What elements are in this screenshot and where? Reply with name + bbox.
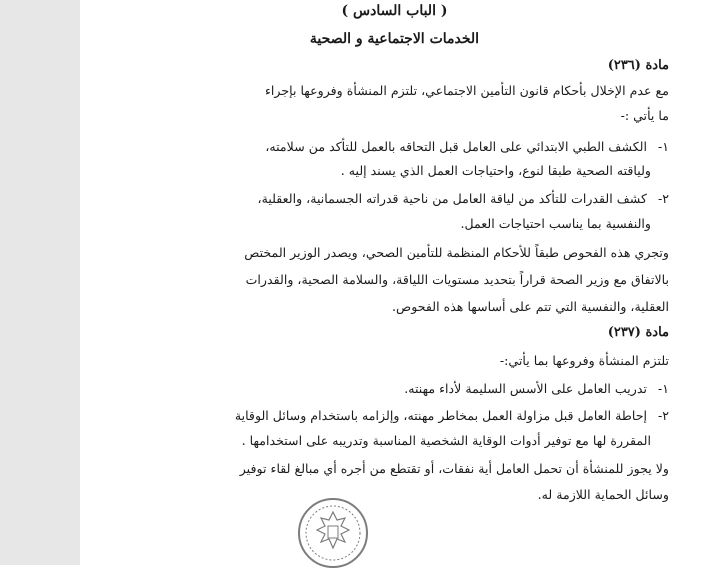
- chapter-subtitle: الخدمات الاجتماعية و الصحية: [309, 31, 480, 47]
- left-gutter: [0, 0, 80, 565]
- article-heading: مادة (٢٣٧): [607, 325, 669, 340]
- article-heading: مادة (٢٣٦): [607, 58, 669, 73]
- list-item-text: تدريب العامل على الأسس السليمة لأداء مهنته.: [404, 381, 647, 396]
- list-item-text: إحاطة العامل قبل مزاولة العمل بمخاطر مهنته، وإلزامه باستخدام وسائل الوقاية: [234, 408, 647, 423]
- article-text-line: بالاتفاق مع وزير الصحة قراراً بتحديد مستويات اللياقة، والسلامة الصحية، والقدرات: [245, 272, 669, 287]
- emblem-seal-icon: [296, 496, 370, 570]
- list-item: [258, 189, 669, 209]
- list-item-number: ٢-: [657, 191, 669, 206]
- document-body: [80, 0, 709, 565]
- list-item-number: ٢-: [657, 408, 669, 423]
- article-text-line: العقلية، والنفسية التي تتم على أساسها هذه الفحوص.: [392, 299, 669, 314]
- chapter-title: ( الباب السادس ): [341, 3, 448, 19]
- list-item: [235, 406, 669, 426]
- article-text-line: مع عدم الإخلال بأحكام قانون التأمين الاجتماعي، تلتزم المنشأة وفروعها بإجراء: [264, 83, 669, 98]
- document-page: [80, 0, 709, 565]
- list-item: [265, 137, 669, 157]
- list-item-text: كشف القدرات للتأكد من لياقة العامل من ناحية قدراته الجسمانية، والعقلية،: [257, 191, 647, 206]
- article-text-line: ولا يجوز للمنشأة أن تحمل العامل أية نفقات، أو تقتطع من أجره أي مبالغ لقاء توفير: [239, 461, 669, 476]
- article-text-line: وسائل الحماية اللازمة له.: [537, 487, 669, 502]
- list-item-number: ١-: [657, 139, 669, 154]
- article-text-line: تلتزم المنشأة وفروعها بما يأتي:-: [499, 353, 669, 368]
- list-item-text: والنفسية بما يناسب احتياجات العمل.: [460, 216, 651, 231]
- list-item-number: ١-: [657, 381, 669, 396]
- list-item-text: ولياقته الصحية طبقا لنوع، واحتياجات العمل الذي يسند إليه .: [340, 163, 651, 178]
- article-text-line: ما يأتي :-: [620, 108, 669, 123]
- list-item-text: المقررة لها مع توفير أدوات الوقاية الشخصية المناسبة وتدريبه على استخدامها .: [241, 433, 651, 448]
- list-item: [404, 379, 669, 399]
- list-item-text: الكشف الطبي الابتدائي على العامل قبل التحاقه بالعمل للتأكد من سلامته،: [265, 139, 647, 154]
- article-text-line: وتجري هذه الفحوص طبقاً للأحكام المنظمة للتأمين الصحي، ويصدر الوزير المختص: [244, 245, 669, 260]
